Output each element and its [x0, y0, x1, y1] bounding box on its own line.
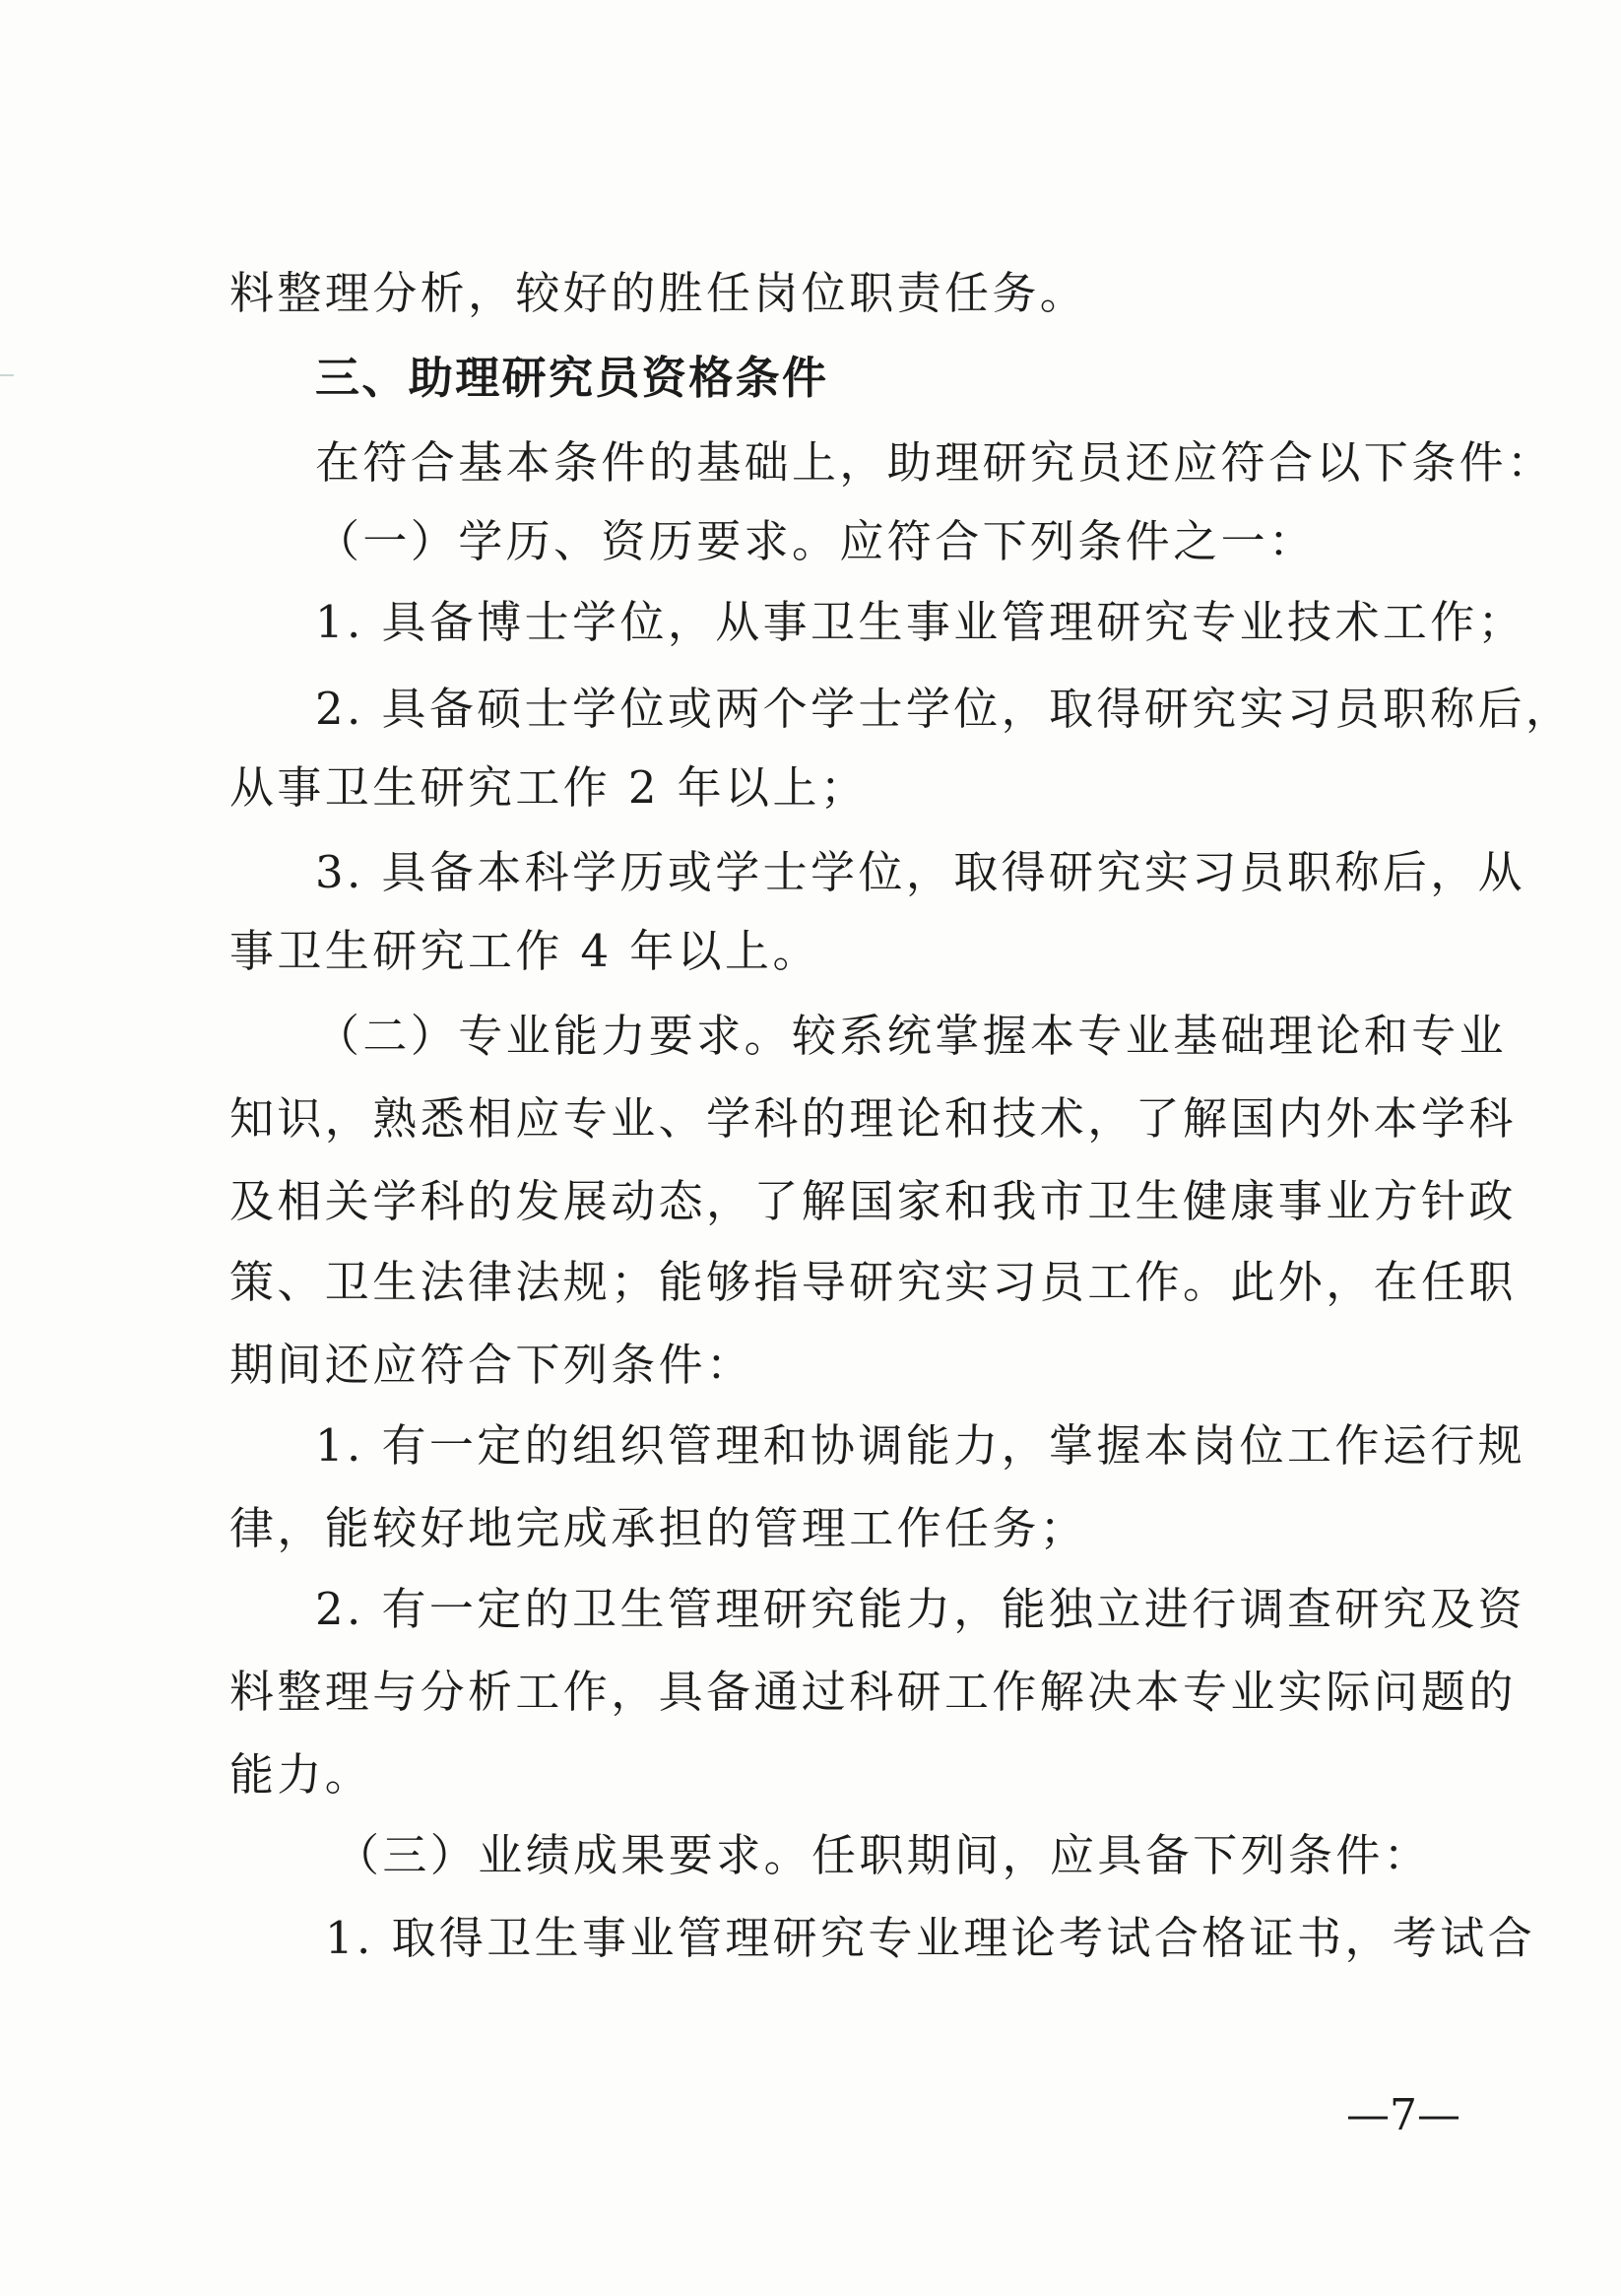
- line-text: 料整理分析，较好的胜任岗位职责任务。: [229, 267, 1088, 319]
- text-line: [0, 1326, 1621, 1405]
- line-text: 知识，熟悉相应专业、学科的理论和技术，了解国内外本学科: [229, 1092, 1517, 1145]
- text-line: [0, 1162, 1621, 1241]
- page-number: —7—: [1346, 2090, 1460, 2140]
- line-text: 律，能较好地完成承担的管理工作任务；: [229, 1502, 1088, 1554]
- line-text: 策、卫生法律法规；能够指导研究实习员工作。此外，在任职: [229, 1256, 1517, 1308]
- line-text: 1. 取得卫生事业管理研究专业理论考试合格证书，考试合: [325, 1912, 1536, 1964]
- text-line: [0, 749, 1621, 827]
- text-line: [0, 912, 1621, 991]
- text-line: [0, 1243, 1621, 1322]
- line-text: （一）学历、资历要求。应符合下列条件之一：: [315, 515, 1317, 567]
- text-line: [0, 670, 1621, 749]
- text-line: [0, 833, 1621, 912]
- text-line: [0, 1080, 1621, 1158]
- line-text: 2. 有一定的卫生管理研究能力，能独立进行调查研究及资: [315, 1583, 1526, 1635]
- line-text: 期间还应符合下列条件：: [229, 1339, 754, 1391]
- text-line: [0, 1816, 1621, 1895]
- text-line: [0, 1407, 1621, 1485]
- text-line: [0, 1899, 1621, 1978]
- text-line: [0, 583, 1621, 662]
- section-heading: [0, 339, 1621, 418]
- line-text: 2. 具备硕士学位或两个学士学位，取得研究实习员职称后，: [315, 683, 1574, 735]
- line-text: 事卫生研究工作 4 年以上。: [229, 925, 820, 977]
- heading-text: 三、助理研究员资格条件: [315, 352, 829, 404]
- line-text: 及相关学科的发展动态，了解国家和我市卫生健康事业方针政: [229, 1175, 1517, 1227]
- text-line: [0, 424, 1621, 502]
- text-line: [0, 997, 1621, 1076]
- text-line: [0, 1489, 1621, 1568]
- line-text: 从事卫生研究工作 2 年以上；: [229, 761, 869, 814]
- line-text: 料整理与分析工作，具备通过科研工作解决本专业实际问题的: [229, 1666, 1517, 1718]
- line-text: 1. 具备博士学位，从事卫生事业管理研究专业技术工作；: [315, 596, 1526, 648]
- line-text: （二）专业能力要求。较系统掌握本专业基础理论和专业: [315, 1010, 1508, 1062]
- text-line: [0, 1570, 1621, 1649]
- text-line: [0, 1736, 1621, 1814]
- line-text: 1. 有一定的组织管理和协调能力，掌握本岗位工作运行规: [315, 1419, 1526, 1472]
- text-line: [0, 1653, 1621, 1732]
- line-text: （三）业绩成果要求。任职期间，应具备下列条件：: [335, 1829, 1432, 1881]
- text-line: [0, 254, 1621, 333]
- line-text: 能力。: [229, 1748, 373, 1801]
- text-line: [0, 502, 1621, 581]
- line-text: 3. 具备本科学历或学士学位，取得研究实习员职称后，从: [315, 846, 1526, 898]
- line-text: 在符合基本条件的基础上，助理研究员还应符合以下条件：: [315, 436, 1555, 489]
